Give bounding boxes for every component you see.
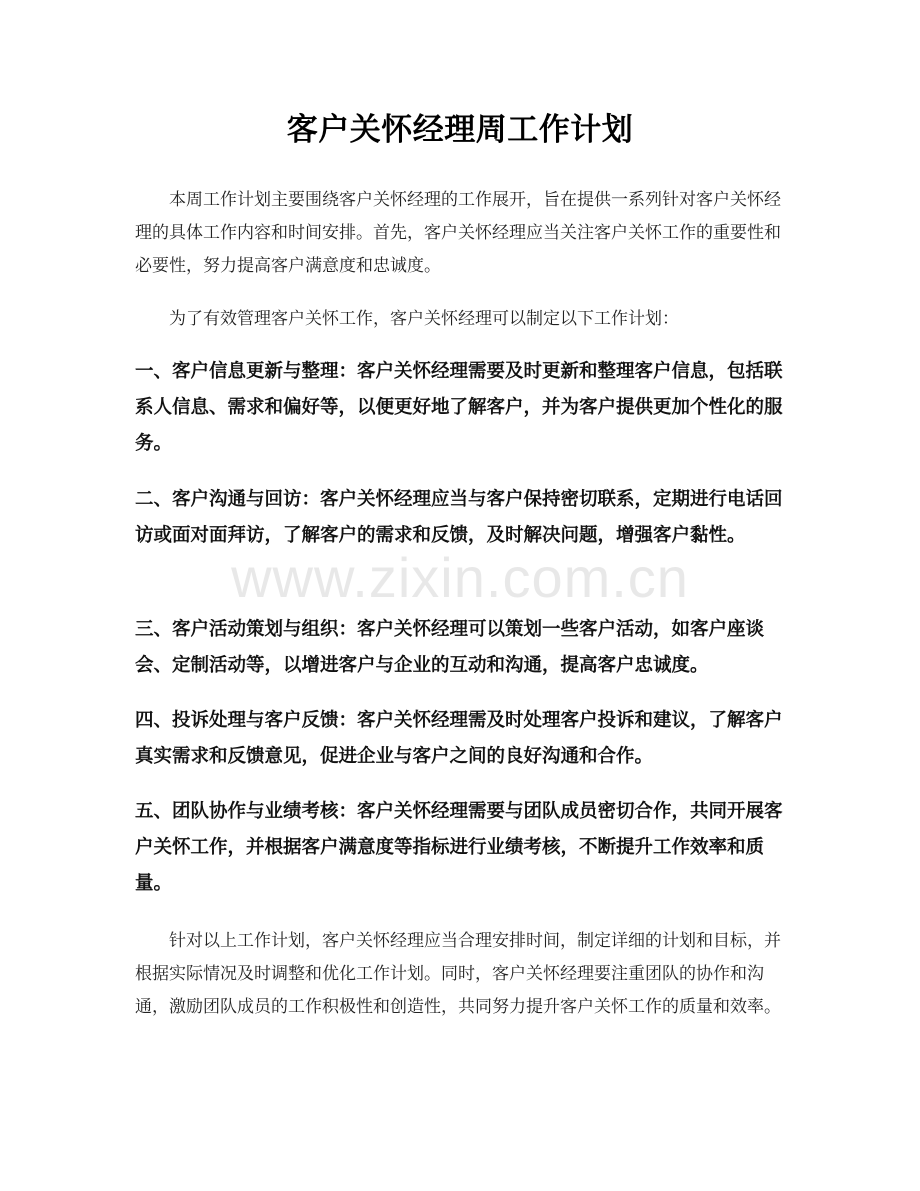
plan-item-4: 四、投诉处理与客户反馈：客户关怀经理需及时处理客户投诉和建议，了解客户真实需求和反馈意见，促进企业与客户之间的良好沟通和合作。 (135, 710, 783, 767)
watermark-text: www.zixin.com.cn (231, 546, 689, 609)
plan-item-5: 五、团队协作与业绩考核：客户关怀经理需要与团队成员密切合作，共同开展客户关怀工作，并根据客户满意度等指标进行业绩考核，不断提升工作效率和质量。 (135, 801, 783, 894)
conclusion-paragraph: 针对以上工作计划，客户关怀经理应当合理安排时间，制定详细的计划和目标，并根据实际情况及时调整和优化工作计划。同时，客户关怀经理要注重团队的协作和沟通，激励团队成员的工作积极性和创造性，共同努力提升客户关怀工作的质量和效率。 (135, 931, 781, 1017)
plan-item-3: 三、客户活动策划与组织：客户关怀经理可以策划一些客户活动，如客户座谈会、定制活动等，以增进客户与企业的互动和沟通，提高客户忠诚度。 (135, 619, 765, 676)
plan-item-1: 一、客户信息更新与整理：客户关怀经理需要及时更新和整理客户信息，包括联系人信息、需求和偏好等，以便更好地了解客户，并为客户提供更加个性化的服务。 (135, 361, 783, 454)
intro-paragraph: 本周工作计划主要围绕客户关怀经理的工作展开，旨在提供一系列针对客户关怀经理的具体工作内容和时间安排。首先，客户关怀经理应当关注客户关怀工作的重要性和必要性，努力提高客户满意度和忠诚度。 (135, 190, 781, 276)
plan-item-2: 二、客户沟通与回访：客户关怀经理应当与客户保持密切联系，定期进行电话回访或面对面拜访，了解客户的需求和反馈，及时解决问题，增强客户黏性。 (135, 489, 783, 546)
document-title: 客户关怀经理周工作计划 (286, 112, 634, 148)
lead-paragraph: 为了有效管理客户关怀工作，客户关怀经理可以制定以下工作计划： (169, 309, 679, 329)
